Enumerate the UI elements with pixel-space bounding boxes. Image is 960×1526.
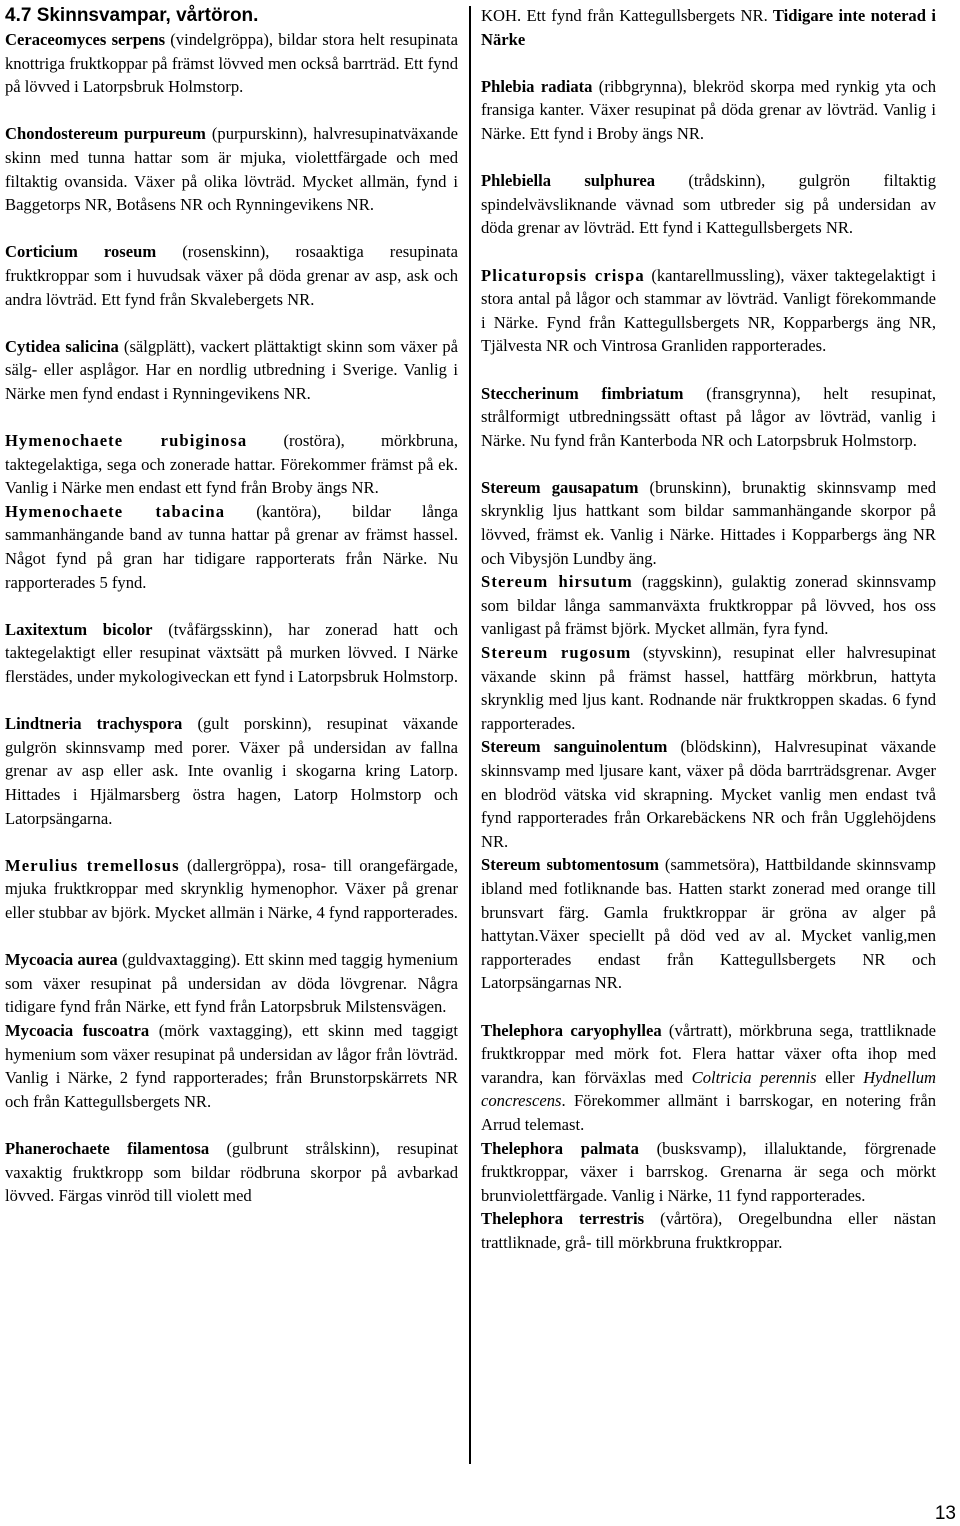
species-name: Phlebiella sulphurea <box>481 171 656 191</box>
species-description: (brunskinn), brunaktig skinnsvamp med skrynklig ljus hattkant som bildar sammanhängande skorpor på lövved, främst ek. Vanlig i Närke. Hittades i Kopparbergs äng NR och Vibysjön Lundby äng. <box>481 477 936 568</box>
species-name: Lindtneria trachyspora <box>5 714 183 734</box>
species-entry <box>481 75 936 146</box>
continued-text <box>481 4 936 51</box>
species-entry <box>481 1019 936 1137</box>
species-description: (vindelgröppa), bildar stora helt resupinata knottriga fruktkoppar på främst lövved men också barrträd. Ett fynd på lövved i Latorpsbruk Holmstorp. <box>5 30 458 97</box>
species-description: (sammetsöra), Hattbildande skinnsvamp ibland med fotliknande bas. Hatten starkt zonerad med orange till brunsvart färg. Gamla fruktkroppar är gröna av alger på hattytan.Växer speciellt på död ved av al. Mycket vanlig,men rapporterades endast från Kattegullsbergets NR och Latorpsängarnas NR. <box>481 855 936 993</box>
species-name: Steccherinum fimbriatum <box>481 383 684 403</box>
species-description: (rostöra), mörkbruna, taktegelaktiga, sega och zonerade hattar. Förekommer främst på ek. Vanlig i Närke men endast ett fynd från Broby ängs NR. <box>5 431 458 498</box>
species-name: Ceraceomyces serpens <box>5 30 166 49</box>
species-entry <box>5 122 458 216</box>
species-entry <box>5 854 458 925</box>
species-name: Hymenochaete rubiginosa <box>5 431 248 451</box>
species-entry <box>481 641 936 735</box>
continued-sentence: KOH. Ett fynd från Kattegullsbergets NR. <box>481 6 768 25</box>
species-entry <box>5 500 458 594</box>
species-description: (busksvamp), illaluktande, förgrenade fruktkroppar, växer i barrskog. Grenarna är sega och mörkt brunviolettfärgade. Vanlig i Närke, 11 fynd rapporterades. <box>481 1138 936 1205</box>
species-description: (fransgrynna), helt resupinat, strålformigt utbredningssätt oftast på lågor av lövträd, vanlig i Närke. Nu fynd från Kanterboda NR och Latorpsbruk Holmstorp. <box>481 383 936 450</box>
species-name: Phanerochaete filamentosa <box>5 1138 210 1158</box>
species-reference: Hydnellum concrescens <box>481 1067 936 1111</box>
species-entry <box>5 240 458 311</box>
species-entry <box>5 28 458 99</box>
species-entry <box>481 735 936 853</box>
species-name: Thelephora palmata <box>481 1138 639 1158</box>
species-name: Stereum sanguinolentum <box>481 737 668 757</box>
species-reference: Coltricia perennis <box>691 1067 817 1087</box>
species-description: (vårtratt), mörkbruna sega, trattliknade fruktkroppar med mörk fot. Flera hattar växer ofta ihop med varandra, kan förväxlas med <box>481 1020 936 1087</box>
section-title: 4.7 Skinnsvampar, vårtöron. <box>5 5 259 26</box>
species-description: (blödskinn), Halvresupinat växande skinnsvamp med ljusare kant, växer på döda barrträdsgrenar. Avger en blodröd vätska vid skrapning. Mycket vanlig men endast två fynd rapporterades från Orkarebäckens NR och från Ugglehöjdens NR. <box>481 737 936 851</box>
species-entry <box>5 335 458 406</box>
page-number: 13 <box>934 1503 956 1524</box>
species-name: Stereum rugosum <box>481 643 632 663</box>
species-description: (kantöra), bildar långa sammanhängande band av tunna hattar på grenar av främst hassel. Något fynd på gran har tidigare rapporterats från Närke. Nu rapporterades 5 fynd. <box>5 501 458 592</box>
column-divider <box>469 6 471 1464</box>
species-entry <box>481 382 936 453</box>
first-record-note: Tidigare inte noterad i Närke <box>481 6 936 49</box>
species-entry <box>481 476 936 570</box>
species-entry <box>5 429 458 500</box>
species-name: Thelephora terrestris <box>481 1209 645 1229</box>
species-description: (purpurskinn), halvresupinatväxande skinn med tunna hattar som är mjuka, violettfärgade och med filtaktig ovansida. Växer på olika lövträd. Mycket allmän, fynd i Baggetorps NR, Botåsens NR och Rynningevikens NR. <box>5 124 458 215</box>
species-entry <box>481 169 936 240</box>
species-description: (guldvaxtagging). Ett skinn med taggig hymenium som växer resupinat på undersidan av döda lövgrenar. Några tidigare fynd från Närke, ett fynd från Latorpsbruk Milstensvägen. <box>5 950 458 1017</box>
species-name: Stereum subtomentosum <box>481 855 659 875</box>
species-name: Phlebia radiata <box>481 76 593 96</box>
species-name: Chondostereum purpureum <box>5 124 206 144</box>
species-name: Stereum hirsutum <box>481 572 633 592</box>
species-entry <box>5 948 458 1019</box>
species-description: (mörk vaxtagging), ett skinn med taggigt hymenium som växer resupinat på undersidan av lågor från lövträd. Vanlig i Närke, 2 fynd rapporterades; från Brunstorpskärrets NR och från Kattegullsbergets NR. <box>5 1020 458 1111</box>
species-description: (vårtöra), Oregelbundna eller nästan trattliknade, grå- till mörkbruna fruktkroppar. <box>481 1209 936 1252</box>
species-entry <box>481 264 936 358</box>
species-entry <box>5 1019 458 1113</box>
species-description-join: eller <box>816 1067 864 1087</box>
species-name: Hymenochaete tabacina <box>5 501 226 521</box>
species-description-tail: . Förekommer allmänt i barrskogar, en notering från Arrud telemast. <box>481 1091 936 1134</box>
species-name: Merulius tremellosus <box>5 855 180 875</box>
species-description: (dallergröppa), rosa- till orangefärgade, mjuka fruktkroppar med skrynklig hymenophor. Växer på grenar eller stubbar av björk. Mycket allmän i Närke, 4 fynd rapporterades. <box>5 855 459 922</box>
species-name: Mycoacia aurea <box>5 950 118 970</box>
species-entry <box>481 1207 936 1254</box>
species-description: (ribbgrynna), blekröd skorpa med rynkig yta och fransiga kanter. Växer resupinat på döda grenar av lövträd. Vanlig i Närke. Ett fynd i Broby ängs NR. <box>481 76 936 143</box>
species-name: Laxitextum bicolor <box>5 619 153 639</box>
species-description: (styvskinn), resupinat eller halvresupinat växande skinn på främst hassel, hattfärg mörkbrun, hattyta skrynklig med ljus kant. Rodnande när fruktkroppen skadas. 6 fynd rapporterades. <box>481 643 936 733</box>
species-description: (gult porskinn), resupinat växande gulgrön skinnsvamp med porer. Växer på undersidan av fallna grenar av asp eller ask. Inte ovanlig i skogarna kring Latorp. Hittades i Hjälmarsberg östra hagen, Latorp Holmstorp och Latorpsängarna. <box>5 714 458 828</box>
right-column <box>481 4 936 1254</box>
species-name: Cytidea salicina <box>5 336 119 356</box>
species-name: Plicaturopsis crispa <box>481 265 645 285</box>
species-entry <box>5 712 458 830</box>
species-name: Corticium roseum <box>5 242 157 262</box>
species-name: Thelephora caryophyllea <box>481 1020 662 1040</box>
species-entry <box>481 853 936 995</box>
species-entry <box>5 1137 458 1208</box>
species-entry <box>5 618 458 689</box>
species-description: (trådskinn), gulgrön filtaktig spindelvävsliknande vävnad som utbreder sig på undersidan av döda grenar av lövträd. Ett fynd i Kattegullsbergets NR. <box>481 171 937 238</box>
species-description: (gulbrunt strålskinn), resupinat vaxaktig fruktkropp som bildar rödbruna skorpor på avbarkad lövved. Färgas vinröd till violett med <box>5 1138 458 1206</box>
species-description: (tvåfärgsskinn), har zonerad hatt och taktegelaktigt eller resupinat växtsätt på murken lövved. I Närke flerstädes, under mykologiveckan ett fynd i Latorpsbruk Holmstorp. <box>5 619 458 687</box>
species-name: Mycoacia fuscoatra <box>5 1020 150 1040</box>
left-column <box>5 4 458 1231</box>
species-name: Stereum gausapatum <box>481 477 639 497</box>
species-entry <box>481 570 936 641</box>
species-description: (rosenskinn), rosaaktiga resupinata fruktkroppar som i huvudsak växer på döda grenar av asp, ask och andra lövträd. Ett fynd från Skvalebergets NR. <box>5 242 458 309</box>
species-description: (sälgplätt), vackert plättaktigt skinn som växer på sälg- eller asplågor. Har en nordlig utbredning i Sverige. Vanlig i Närke men fynd endast i Rynningevikens NR. <box>5 336 459 403</box>
species-description: (raggskinn), gulaktig zonerad skinnsvamp som bildar långa sammanväxta fruktkroppar på lövved, hos oss vanligast på främst björk. Mycket allmän, fyra fynd. <box>481 572 936 639</box>
species-entry <box>481 1137 936 1208</box>
species-description: (kantarellmussling), växer taktegelaktigt i stora antal på lågor och stammar av lövträd. Vanligt förekommande i Närke. Fynd från Kattegullsbergets NR, Kopparbergs äng NR, Tjälvesta NR och Vintrosa Granliden rapporterades. <box>481 265 936 356</box>
